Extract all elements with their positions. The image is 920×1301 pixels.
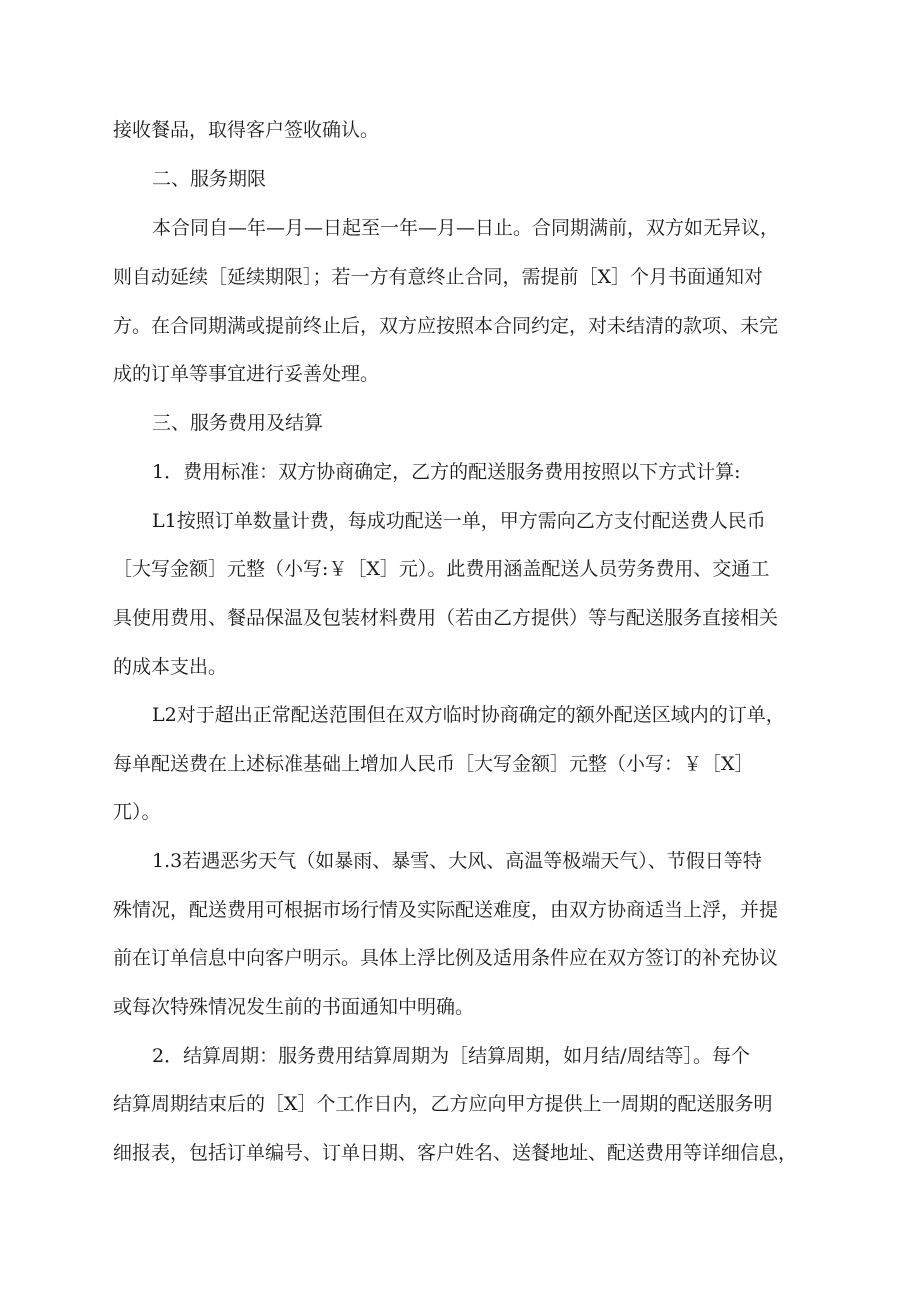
text-line: L1按照订单数量计费，每成功配送一单，甲方需向乙方支付配送费人民币 <box>152 510 766 532</box>
text-line: L2对于超出正常配送范围但在双方临时协商确定的额外配送区域内的订单， <box>152 704 785 726</box>
section-heading: 二、服务期限 <box>152 168 267 190</box>
text-line: 结算周期结束后的［X］个工作日内，乙方应向甲方提供上一周期的配送服务明 <box>113 1093 773 1115</box>
text-line: 接收餐品，取得客户签收确认。 <box>113 119 380 141</box>
text-line: 或每次特殊情况发生前的书面通知中明确。 <box>113 996 475 1018</box>
text-line: 兀）。 <box>113 801 161 823</box>
text-line: 每单配送费在上述标准基础上增加人民币［大写金额］元整（小写：￥［X］ <box>113 753 754 775</box>
text-line: 殊情况，配送费用可根据市场行情及实际配送难度，由双方协商适当上浮，并提 <box>113 899 779 921</box>
text-line: 1．费用标准：双方协商确定，乙方的配送服务费用按照以下方式计算: <box>152 461 741 483</box>
text-line: 细报表，包括订单编号、订单日期、客户姓名、送餐地址、配送费用等详细信息， <box>113 1142 798 1164</box>
text-line: 本合同自—年—月—日起至一年—月—日止。合同期满前，双方如无异议， <box>152 217 780 239</box>
section-heading: 三、服务费用及结算 <box>152 412 324 434</box>
text-line: 则自动延续［延续期限］；若一方有意终止合同，需提前［X］个月书面通知对 <box>113 266 764 288</box>
text-line: 方。在合同期满或提前终止后，双方应按照本合同约定，对未结清的款项、未完 <box>113 315 779 337</box>
text-line: 前在订单信息中向客户明示。具体上浮比例及适用条件应在双方签订的补充协议 <box>113 947 779 969</box>
text-line: ［大写金额］元整（小写:￥［X］元）。此费用涵盖配送人员劳务费用、交通工 <box>113 558 770 580</box>
text-line: 1.3若遇恶劣天气（如暴雨、暴雪、大风、高温等极端天气）、节假日等特 <box>152 850 762 872</box>
text-line: 2．结算周期：服务费用结算周期为［结算周期，如月结/周结等］。每个 <box>152 1045 750 1067</box>
text-line: 的成本支出。 <box>113 656 228 678</box>
text-line: 成的订单等事宜进行妥善处理。 <box>113 363 380 385</box>
text-line: 具使用费用、餐品保温及包装材料费用（若由乙方提供）等与配送服务直接相关 <box>113 607 779 629</box>
